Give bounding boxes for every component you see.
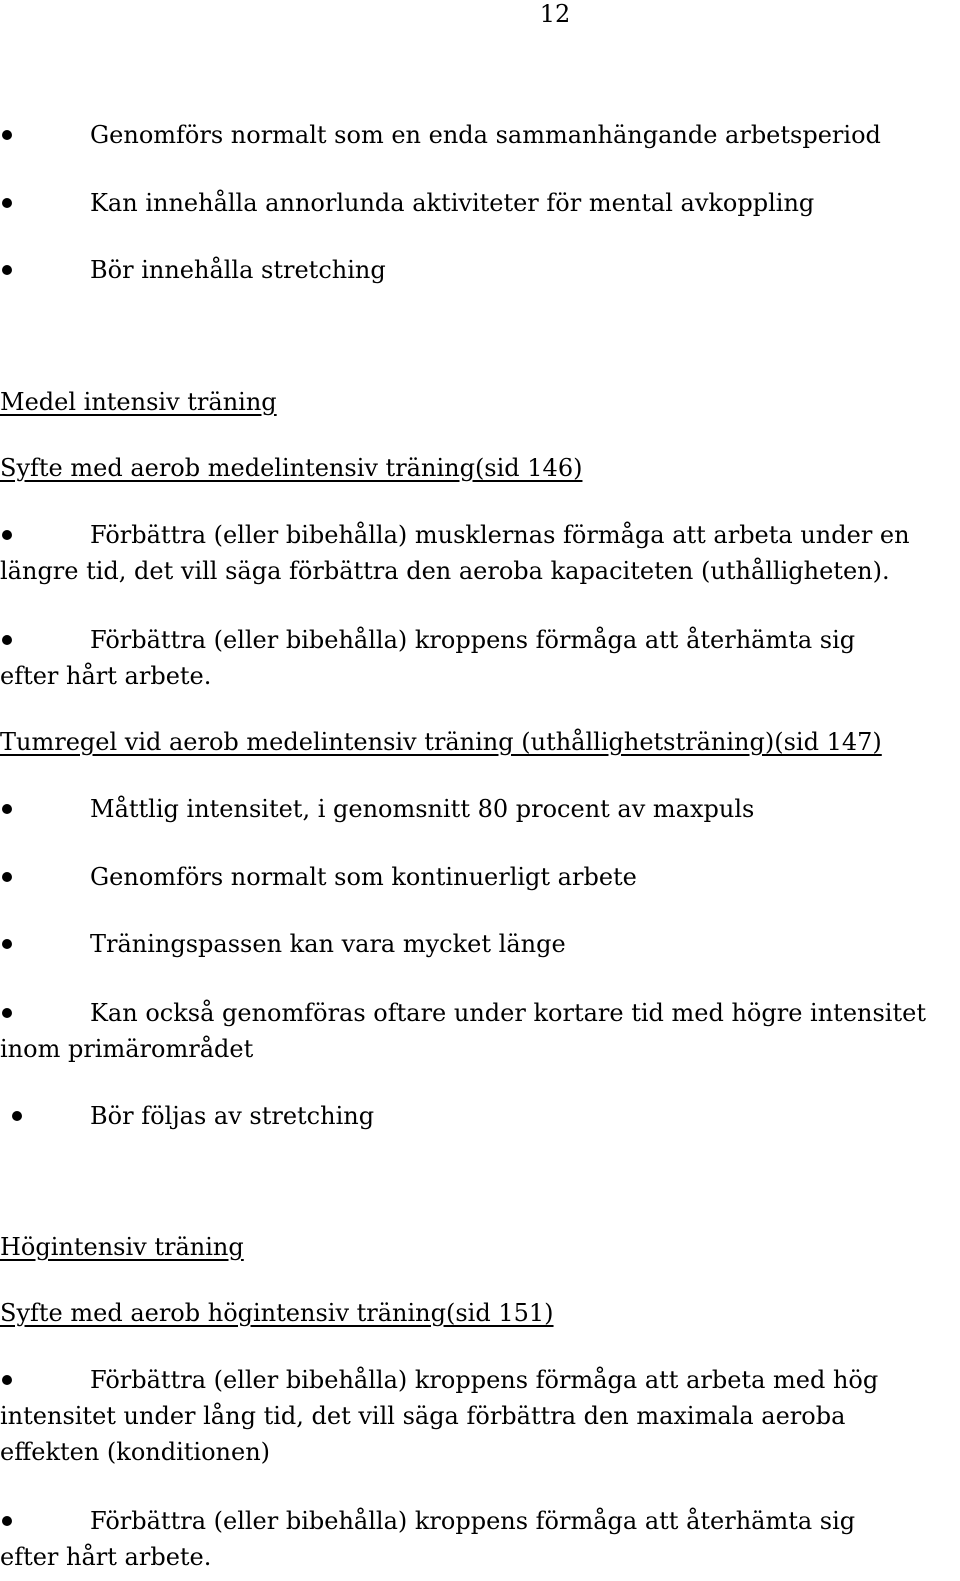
purpose-heading-medium: Syfte med aerob medelintensiv träning(sid 146) [0,454,583,482]
purpose-heading-high: Syfte med aerob högintensiv träning(sid 151) [0,1299,554,1327]
list-item-text: inom primärområdet [0,1035,254,1063]
list-item-text: Genomförs normalt som kontinuerligt arbete [90,863,637,891]
bullet-icon [2,635,12,645]
list-item-text: efter hårt arbete. [0,662,212,690]
list-item-text: Kan också genomföras oftare under kortare tid med högre intensitet [90,999,926,1027]
list-item-text: Bör följas av stretching [90,1102,375,1130]
rule-heading-medium: Tumregel vid aerob medelintensiv träning (uthållighetsträning)(sid 147) [0,728,882,756]
bullet-icon [2,872,12,882]
list-item-text: Träningspassen kan vara mycket länge [90,930,566,958]
bullet-icon [2,130,12,140]
section-heading-medium: Medel intensiv träning [0,388,277,416]
list-item [0,1362,960,1470]
page-number: 12 [539,0,571,28]
section-heading-high: Högintensiv träning [0,1233,244,1261]
bullet-icon [2,1516,12,1526]
list-item-text: intensitet under lång tid, det vill säga förbättra den maximala aeroba [0,1402,846,1430]
list-item-text: Förbättra (eller bibehålla) kroppens förmåga att återhämta sig [90,1507,856,1535]
list-item-text: Måttlig intensitet, i genomsnitt 80 procent av maxpuls [90,795,755,823]
bullet-icon [2,939,12,949]
list-item-text: effekten (konditionen) [0,1438,271,1466]
list-item-text: efter hårt arbete. [0,1543,212,1571]
list-item [0,622,960,694]
bullet-icon [12,1111,22,1121]
bullet-icon [2,198,12,208]
bullet-icon [2,1008,12,1018]
list-item-text: Bör innehålla stretching [90,256,386,284]
list-item [0,517,960,589]
list-item-text: längre tid, det vill säga förbättra den aeroba kapaciteten (uthålligheten). [0,557,890,585]
list-item-text: Förbättra (eller bibehålla) kroppens förmåga att återhämta sig [90,626,856,654]
list-item-text: Förbättra (eller bibehålla) musklernas förmåga att arbeta under en [90,521,910,549]
list-item-text: Kan innehålla annorlunda aktiviteter för mental avkoppling [90,189,815,217]
bullet-icon [2,265,12,275]
list-item [0,1503,960,1575]
list-item-text: Genomförs normalt som en enda sammanhängande arbetsperiod [90,121,881,149]
bullet-icon [2,1375,12,1385]
bullet-icon [2,530,12,540]
list-item [0,995,960,1067]
bullet-icon [2,804,12,814]
list-item-text: Förbättra (eller bibehålla) kroppens förmåga att arbeta med hög [90,1366,879,1394]
